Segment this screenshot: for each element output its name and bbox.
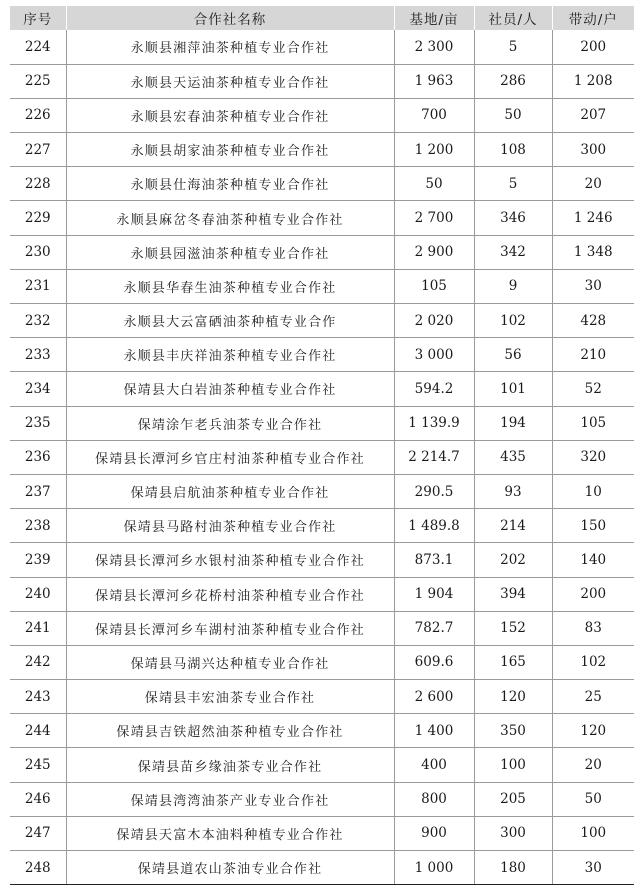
cell-area: 1 400 (394, 714, 474, 748)
cell-area: 2 300 (394, 30, 474, 64)
cell-members: 205 (474, 782, 552, 816)
cell-no: 234 (10, 372, 66, 406)
cell-area: 290.5 (394, 474, 474, 508)
cell-name: 保靖县长潭河乡官庄村油茶种植专业合作社 (66, 440, 394, 474)
cell-driven: 30 (552, 851, 634, 885)
cell-driven: 200 (552, 577, 634, 611)
cell-area: 400 (394, 748, 474, 782)
cell-members: 394 (474, 577, 552, 611)
table-row (10, 509, 634, 543)
cell-no: 247 (10, 816, 66, 850)
cell-name: 永顺县华春生油茶种植专业合作社 (66, 269, 394, 303)
cell-members: 152 (474, 611, 552, 645)
cell-no: 231 (10, 269, 66, 303)
cell-members: 5 (474, 30, 552, 64)
cooperative-table (10, 6, 634, 885)
cell-members: 100 (474, 748, 552, 782)
table-row (10, 440, 634, 474)
cell-name: 保靖县长潭河乡水银村油茶种植专业合作社 (66, 543, 394, 577)
cell-area: 105 (394, 269, 474, 303)
cell-area: 1 963 (394, 64, 474, 98)
cell-area: 900 (394, 816, 474, 850)
cell-driven: 102 (552, 645, 634, 679)
cell-area: 2 214.7 (394, 440, 474, 474)
cell-driven: 20 (552, 748, 634, 782)
cell-members: 50 (474, 98, 552, 132)
table-row (10, 269, 634, 303)
header-members: 社员/人 (474, 6, 552, 30)
cell-driven: 200 (552, 30, 634, 64)
cell-no: 244 (10, 714, 66, 748)
cell-driven: 100 (552, 816, 634, 850)
header-row (10, 6, 634, 30)
table-row (10, 474, 634, 508)
cell-members: 165 (474, 645, 552, 679)
table-row (10, 543, 634, 577)
cell-area: 1 139.9 (394, 406, 474, 440)
cell-area: 873.1 (394, 543, 474, 577)
cell-area: 2 600 (394, 680, 474, 714)
cell-area: 700 (394, 98, 474, 132)
cell-no: 245 (10, 748, 66, 782)
cell-no: 248 (10, 851, 66, 885)
cell-no: 241 (10, 611, 66, 645)
cell-no: 228 (10, 167, 66, 201)
cell-area: 1 200 (394, 133, 474, 167)
cell-driven: 30 (552, 269, 634, 303)
cell-driven: 207 (552, 98, 634, 132)
table-row (10, 201, 634, 235)
table-row (10, 98, 634, 132)
document-page (10, 6, 634, 885)
cell-name: 永顺县大云富硒油茶种植专业合作 (66, 304, 394, 338)
table-row (10, 235, 634, 269)
cell-name: 保靖县吉铁超然油茶种植专业合作社 (66, 714, 394, 748)
cell-driven: 105 (552, 406, 634, 440)
table-row (10, 611, 634, 645)
cell-driven: 83 (552, 611, 634, 645)
cell-no: 227 (10, 133, 66, 167)
cell-members: 120 (474, 680, 552, 714)
cell-members: 300 (474, 816, 552, 850)
cell-members: 346 (474, 201, 552, 235)
table-row (10, 406, 634, 440)
cell-no: 235 (10, 406, 66, 440)
table-header (10, 6, 634, 30)
cell-driven: 10 (552, 474, 634, 508)
cell-no: 224 (10, 30, 66, 64)
cell-name: 永顺县宏春油茶种植专业合作社 (66, 98, 394, 132)
cell-name: 永顺县天运油茶种植专业合作社 (66, 64, 394, 98)
cell-members: 5 (474, 167, 552, 201)
cell-members: 56 (474, 338, 552, 372)
cell-name: 永顺县园滋油茶种植专业合作社 (66, 235, 394, 269)
cell-no: 240 (10, 577, 66, 611)
cell-no: 237 (10, 474, 66, 508)
cell-members: 101 (474, 372, 552, 406)
cell-name: 保靖县启航油茶种植专业合作社 (66, 474, 394, 508)
table-row (10, 714, 634, 748)
cell-name: 保靖县马路村油茶种植专业合作社 (66, 509, 394, 543)
cell-area: 2 700 (394, 201, 474, 235)
cell-driven: 300 (552, 133, 634, 167)
cell-no: 229 (10, 201, 66, 235)
cell-no: 230 (10, 235, 66, 269)
cell-no: 238 (10, 509, 66, 543)
cell-members: 180 (474, 851, 552, 885)
cell-members: 202 (474, 543, 552, 577)
cell-members: 9 (474, 269, 552, 303)
table-row (10, 133, 634, 167)
cell-driven: 140 (552, 543, 634, 577)
cell-no: 232 (10, 304, 66, 338)
header-no: 序号 (10, 6, 66, 30)
cell-members: 286 (474, 64, 552, 98)
cell-driven: 120 (552, 714, 634, 748)
header-area: 基地/亩 (394, 6, 474, 30)
cell-name: 保靖县道农山茶油专业合作社 (66, 851, 394, 885)
cell-area: 800 (394, 782, 474, 816)
table-row (10, 816, 634, 850)
cell-driven: 1 246 (552, 201, 634, 235)
cell-no: 233 (10, 338, 66, 372)
table-row (10, 645, 634, 679)
table-row (10, 577, 634, 611)
cell-area: 2 900 (394, 235, 474, 269)
cell-name: 永顺县胡家油茶种植专业合作社 (66, 133, 394, 167)
cell-members: 214 (474, 509, 552, 543)
table-body (10, 30, 634, 885)
cell-members: 350 (474, 714, 552, 748)
cell-members: 435 (474, 440, 552, 474)
cell-members: 194 (474, 406, 552, 440)
cell-members: 108 (474, 133, 552, 167)
cell-name: 保靖县苗乡缘油茶专业合作社 (66, 748, 394, 782)
cell-area: 50 (394, 167, 474, 201)
cell-name: 保靖县丰宏油茶专业合作社 (66, 680, 394, 714)
cell-no: 239 (10, 543, 66, 577)
cell-no: 242 (10, 645, 66, 679)
cell-name: 永顺县麻岔冬春油茶种植专业合作社 (66, 201, 394, 235)
cell-area: 782.7 (394, 611, 474, 645)
cell-name: 保靖县长潭河乡花桥村油茶种植专业合作社 (66, 577, 394, 611)
cell-driven: 25 (552, 680, 634, 714)
cell-members: 342 (474, 235, 552, 269)
cell-name: 保靖涂乍老兵油茶专业合作社 (66, 406, 394, 440)
cell-members: 102 (474, 304, 552, 338)
cell-area: 2 020 (394, 304, 474, 338)
table-row (10, 680, 634, 714)
cell-area: 3 000 (394, 338, 474, 372)
table-row (10, 782, 634, 816)
cell-area: 594.2 (394, 372, 474, 406)
cell-driven: 20 (552, 167, 634, 201)
table-row (10, 372, 634, 406)
cell-no: 236 (10, 440, 66, 474)
cell-name: 保靖县长潭河乡车湖村油茶种植专业合作社 (66, 611, 394, 645)
cell-driven: 150 (552, 509, 634, 543)
cell-area: 1 489.8 (394, 509, 474, 543)
cell-driven: 52 (552, 372, 634, 406)
cell-area: 1 000 (394, 851, 474, 885)
cell-no: 226 (10, 98, 66, 132)
cell-members: 93 (474, 474, 552, 508)
cell-area: 609.6 (394, 645, 474, 679)
cell-name: 保靖县湾湾油茶产业专业合作社 (66, 782, 394, 816)
cell-driven: 50 (552, 782, 634, 816)
cell-name: 保靖县马湖兴达种植专业合作社 (66, 645, 394, 679)
table-row (10, 167, 634, 201)
cell-name: 保靖县天富木本油料种植专业合作社 (66, 816, 394, 850)
table-row (10, 338, 634, 372)
cell-driven: 1 348 (552, 235, 634, 269)
cell-no: 243 (10, 680, 66, 714)
table-row (10, 30, 634, 64)
cell-driven: 428 (552, 304, 634, 338)
header-driven: 带动/户 (552, 6, 634, 30)
cell-area: 1 904 (394, 577, 474, 611)
cell-name: 保靖县大白岩油茶种植专业合作社 (66, 372, 394, 406)
table-row (10, 851, 634, 885)
cell-driven: 1 208 (552, 64, 634, 98)
cell-name: 永顺县湘萍油茶种植专业合作社 (66, 30, 394, 64)
cell-name: 永顺县丰庆祥油茶种植专业合作社 (66, 338, 394, 372)
table-row (10, 748, 634, 782)
cell-driven: 320 (552, 440, 634, 474)
header-name: 合作社名称 (66, 6, 394, 30)
cell-name: 永顺县仕海油茶种植专业合作社 (66, 167, 394, 201)
table-row (10, 304, 634, 338)
cell-driven: 210 (552, 338, 634, 372)
cell-no: 225 (10, 64, 66, 98)
table-row (10, 64, 634, 98)
cell-no: 246 (10, 782, 66, 816)
